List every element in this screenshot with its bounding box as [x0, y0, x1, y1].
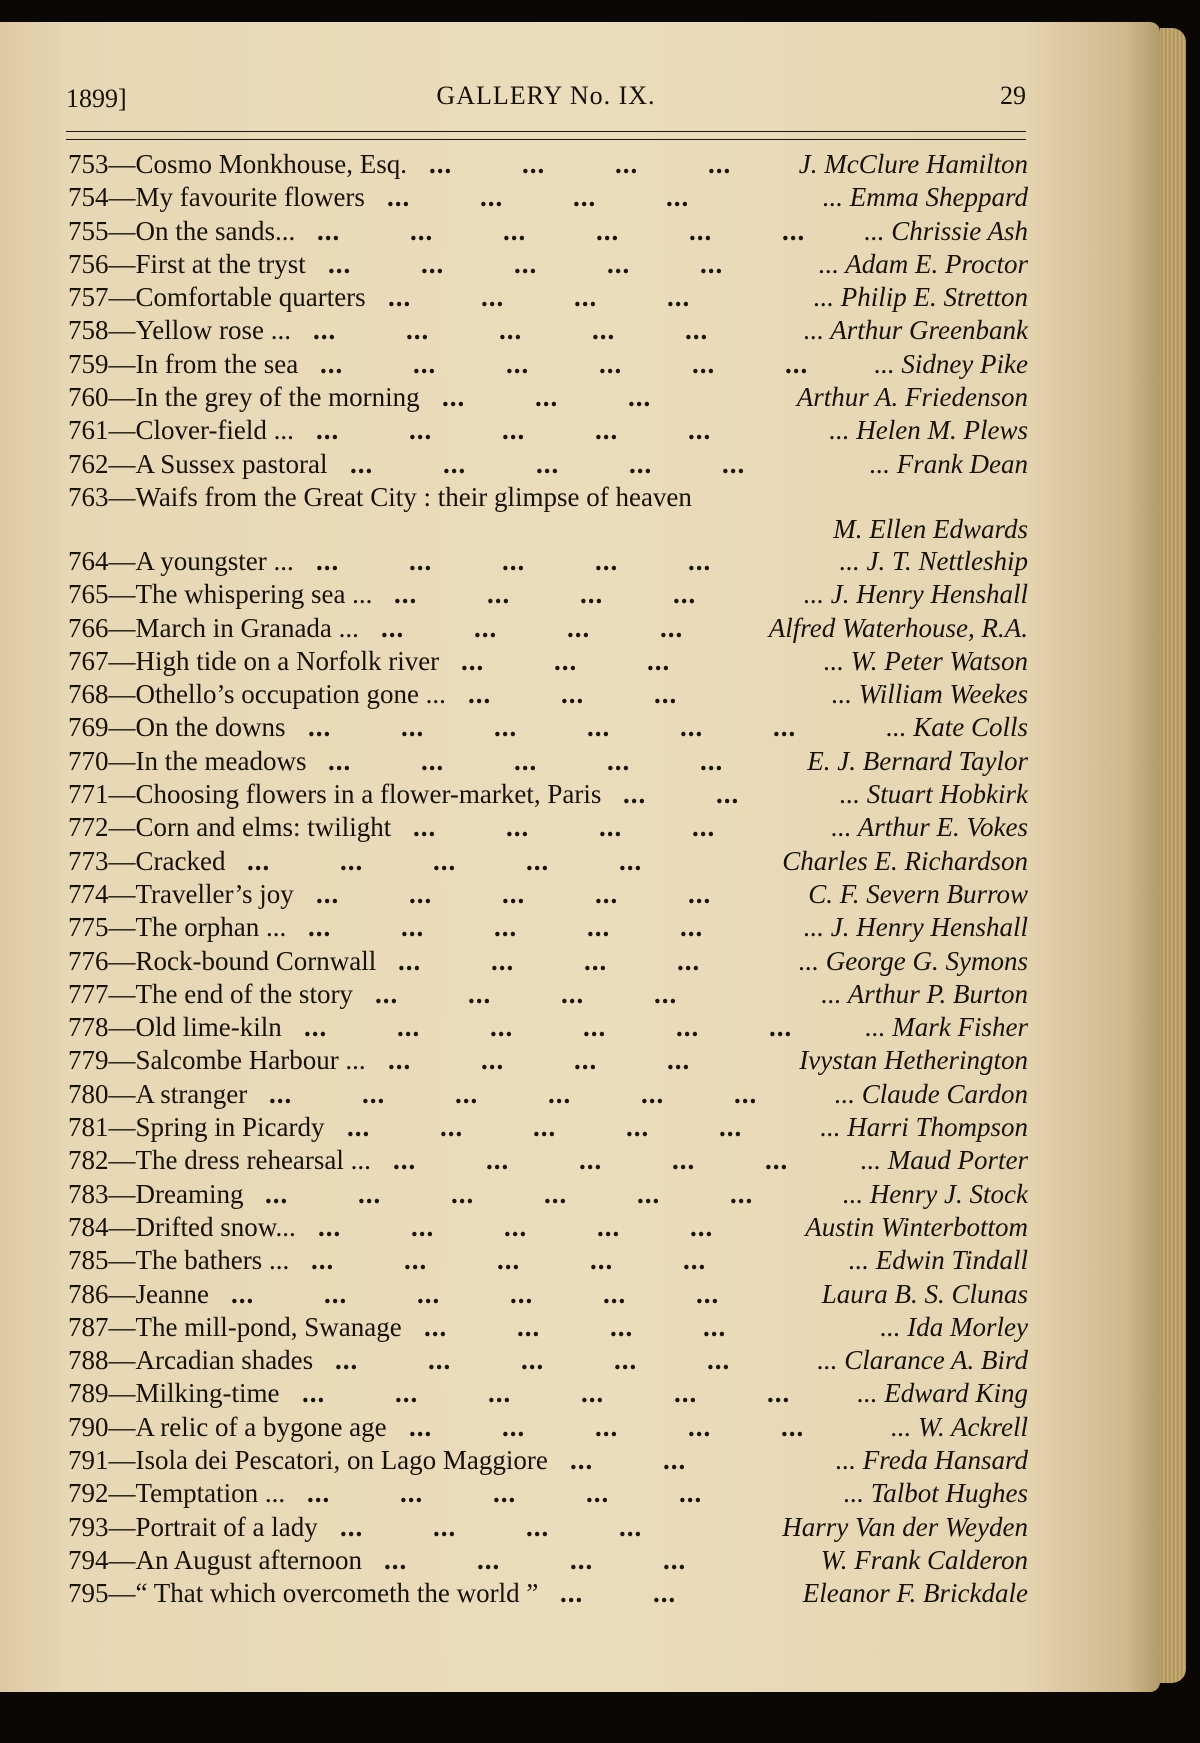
entry-artist: Alfred Waterhouse, R.A.: [768, 612, 1028, 643]
entry-title: 763—Waifs from the Great City : their glimpse of heaven: [68, 481, 692, 512]
catalogue-entry: [68, 1178, 1028, 1211]
catalogue-entry: [68, 481, 1028, 545]
leader-dots: ... ... ... ... ...: [316, 878, 712, 909]
catalogue-entry: [68, 1344, 1028, 1377]
leader-dots: ... ... ... ...: [388, 282, 691, 313]
entry-artist: ... George G. Symons: [798, 945, 1028, 976]
entry-artist: J. McClure Hamilton: [798, 149, 1028, 179]
entry-title: 793—Portrait of a lady: [68, 1511, 318, 1542]
entry-title: 759—In from the sea: [68, 348, 299, 379]
entry-artist: ... Harri Thompson: [820, 1112, 1028, 1143]
entry-title: 772—Corn and elms: twilight: [68, 812, 392, 843]
catalogue-entry: [68, 414, 1028, 447]
catalogue-entry: [68, 381, 1028, 414]
entry-artist: ... Frank Dean: [869, 448, 1028, 479]
entry-title: 764—A youngster ...: [68, 545, 294, 576]
catalogue-list: [68, 148, 1028, 1610]
catalogue-entry: [68, 612, 1028, 645]
entry-title: 776—Rock-bound Cornwall: [68, 945, 377, 976]
entry-artist: ... Edwin Tindall: [848, 1245, 1028, 1276]
catalogue-entry: [68, 314, 1028, 347]
entry-title: 756—First at the tryst: [68, 248, 306, 279]
entry-title: 791—Isola dei Pescatori, on Lago Maggiore: [68, 1444, 548, 1475]
entry-artist: ... William Weekes: [831, 679, 1028, 710]
leader-dots: ... ... ... ... ...: [328, 745, 724, 776]
entry-title: 774—Traveller’s joy: [68, 878, 294, 909]
leader-dots: ... ... ... ... ...: [307, 1478, 703, 1509]
catalogue-entry: [68, 1044, 1028, 1077]
leader-dots: ... ... ... ... ...: [393, 1145, 789, 1176]
entry-title: 785—The bathers ...: [68, 1245, 290, 1276]
leader-dots: ... ... ... ... ...: [311, 1245, 707, 1276]
entry-artist: W. Frank Calderon: [820, 1544, 1028, 1575]
header-rule-top: [66, 131, 1026, 132]
catalogue-entry: [68, 811, 1028, 844]
entry-title: 761—Clover-field ...: [68, 415, 294, 446]
entry-title: 773—Cracked: [68, 845, 226, 876]
leader-dots: ... ...: [560, 1578, 677, 1609]
entry-title: 766—March in Granada ...: [68, 612, 359, 643]
entry-artist: ... Arthur E. Vokes: [831, 812, 1028, 843]
catalogue-entry: [68, 448, 1028, 481]
catalogue-entry: [68, 1244, 1028, 1277]
entry-title: 783—Dreaming: [68, 1178, 244, 1209]
catalogue-entry: [68, 778, 1028, 811]
catalogue-entry: [68, 645, 1028, 678]
leader-dots: ... ... ... ...: [375, 978, 678, 1009]
catalogue-entry: [68, 1311, 1028, 1344]
catalogue-entry: [68, 845, 1028, 878]
catalogue-entry: [68, 1477, 1028, 1510]
entry-artist: ... Kate Colls: [886, 712, 1028, 743]
entry-artist: ... Mark Fisher: [865, 1012, 1028, 1043]
entry-artist: Charles E. Richardson: [782, 845, 1028, 876]
leader-dots: ... ... ... ... ...: [316, 415, 712, 446]
entry-artist: ... Emma Sheppard: [822, 182, 1028, 213]
entry-title: 760—In the grey of the morning: [68, 382, 420, 413]
catalogue-entry: [68, 745, 1028, 778]
leader-dots: ... ... ... ... ...: [308, 912, 704, 943]
leader-dots: ... ... ... ...: [413, 812, 716, 843]
entry-artist: ... J. Henry Henshall: [803, 579, 1028, 610]
leader-dots: ... ... ... ...: [381, 612, 684, 643]
leader-dots: ... ...: [570, 1444, 687, 1475]
catalogue-entry: [68, 878, 1028, 911]
entry-title: 794—An August afternoon: [68, 1544, 362, 1575]
catalogue-entry: [68, 678, 1028, 711]
entry-title: 775—The orphan ...: [68, 912, 287, 943]
entry-title: 782—The dress rehearsal ...: [68, 1145, 371, 1176]
catalogue-entry: [68, 545, 1028, 578]
entry-title: 789—Milking-time: [68, 1378, 280, 1409]
leader-dots: ... ... ... ...: [388, 1045, 691, 1076]
entry-artist: ... Edward King: [857, 1378, 1028, 1409]
entry-title: 769—On the downs: [68, 712, 286, 743]
entry-artist: Arthur A. Friedenson: [796, 382, 1028, 413]
header-page-number: 29: [1000, 81, 1026, 110]
leader-dots: ... ... ... ...: [387, 182, 690, 213]
entry-artist: ... Helen M. Plews: [829, 415, 1028, 446]
running-header: [66, 81, 1026, 124]
entry-artist: ... Stuart Hobkirk: [839, 779, 1028, 810]
leader-dots: ... ... ...: [468, 679, 678, 710]
catalogue-entry: [68, 1144, 1028, 1177]
catalogue-entry: [68, 215, 1028, 248]
entry-artist: ... Chrissie Ash: [864, 215, 1028, 246]
entry-title: 784—Drifted snow...: [68, 1211, 296, 1242]
entry-title: 781—Spring in Picardy: [68, 1112, 325, 1143]
catalogue-entry: [68, 348, 1028, 381]
entry-artist: ... Arthur P. Burton: [821, 978, 1028, 1009]
catalogue-entry: [68, 148, 1028, 181]
catalogue-entry: [68, 181, 1028, 214]
leader-dots: ... ... ... ... ... ...: [265, 1178, 754, 1209]
entry-title: 787—The mill-pond, Swanage: [68, 1311, 402, 1342]
entry-artist: ... Sidney Pike: [874, 348, 1028, 379]
entry-title: 768—Othello’s occupation gone ...: [68, 679, 446, 710]
leader-dots: ... ... ... ... ... ...: [231, 1278, 720, 1309]
leader-dots: ... ... ... ... ...: [347, 1112, 743, 1143]
entry-artist: ... J. Henry Henshall: [803, 912, 1028, 943]
entry-title: 779—Salcombe Harbour ...: [68, 1045, 366, 1076]
entry-artist: ... Clarance A. Bird: [817, 1345, 1028, 1376]
leader-dots: ... ... ... ...: [398, 945, 701, 976]
catalogue-entry: [68, 1278, 1028, 1311]
catalogue-entry: [68, 978, 1028, 1011]
leader-dots: ... ... ... ... ...: [318, 1211, 714, 1242]
catalogue-entry: [68, 1377, 1028, 1410]
leader-dots: ... ... ... ... ...: [328, 248, 724, 279]
catalogue-entry: [68, 1011, 1028, 1044]
entry-artist: Eleanor F. Brickdale: [802, 1578, 1028, 1609]
header-year: 1899]: [66, 84, 127, 113]
entry-title: 765—The whispering sea ...: [68, 579, 373, 610]
entry-title: 771—Choosing flowers in a flower-market, Paris: [68, 779, 602, 810]
catalogue-entry: [68, 1111, 1028, 1144]
catalogue-entry: [68, 248, 1028, 281]
entry-artist: E. J. Bernard Taylor: [807, 745, 1028, 776]
catalogue-entry: [68, 1411, 1028, 1444]
leader-dots: ... ... ... ... ...: [316, 545, 712, 576]
entry-artist: Harry Van der Weyden: [782, 1511, 1028, 1542]
entry-artist: ... J. T. Nettleship: [839, 545, 1028, 576]
entry-artist: ... W. Peter Watson: [823, 645, 1028, 676]
leader-dots: ... ...: [623, 779, 740, 810]
entry-title: 762—A Sussex pastoral: [68, 448, 328, 479]
entry-title: 790—A relic of a bygone age: [68, 1411, 387, 1442]
entry-artist: M. Ellen Edwards: [833, 513, 1028, 544]
catalogue-entry: [68, 1211, 1028, 1244]
catalogue-entry: [68, 911, 1028, 944]
entry-artist: ... Ida Morley: [880, 1311, 1028, 1342]
leader-dots: ... ... ... ... ...: [350, 448, 746, 479]
entry-title: 795—“ That which overcometh the world ”: [68, 1578, 539, 1609]
leader-dots: ... ... ... ... ...: [313, 315, 709, 346]
leader-dots: ... ... ... ...: [424, 1311, 727, 1342]
catalogue-entry: [68, 1577, 1028, 1610]
entry-title: 777—The end of the story: [68, 978, 353, 1009]
entry-artist: Austin Winterbottom: [805, 1211, 1028, 1242]
leader-dots: ... ... ... ... ... ...: [269, 1078, 758, 1109]
leader-dots: ... ... ... ... ... ...: [320, 348, 809, 379]
catalogue-entry: [68, 1078, 1028, 1111]
catalogue-entry: [68, 711, 1028, 744]
leader-dots: ... ... ...: [461, 645, 671, 676]
leader-dots: ... ... ... ... ...: [247, 845, 643, 876]
page-edges: [1160, 28, 1186, 1683]
catalogue-entry: [68, 1444, 1028, 1477]
catalogue-entry: [68, 1544, 1028, 1577]
catalogue-entry: [68, 1511, 1028, 1544]
catalogue-entry: [68, 281, 1028, 314]
leader-dots: ... ... ... ... ... ...: [308, 712, 797, 743]
entry-title: 792—Temptation ...: [68, 1478, 286, 1509]
leader-dots: ... ... ... ...: [394, 579, 697, 610]
leader-dots: ... ... ... ...: [429, 149, 732, 179]
entry-artist: ... W. Ackrell: [891, 1411, 1028, 1442]
entry-artist: C. F. Severn Burrow: [808, 878, 1028, 909]
entry-title: 753—Cosmo Monkhouse, Esq.: [68, 149, 408, 179]
entry-artist: ... Maud Porter: [860, 1145, 1028, 1176]
entry-artist: ... Claude Cardon: [834, 1078, 1028, 1109]
leader-dots: ... ... ... ...: [384, 1544, 687, 1575]
header-rule-bottom: [66, 139, 1026, 140]
entry-title: 754—My favourite flowers: [68, 182, 365, 213]
entry-artist: ... Talbot Hughes: [843, 1478, 1028, 1509]
entry-artist: Laura B. S. Clunas: [821, 1278, 1028, 1309]
entry-artist: Ivystan Hetherington: [799, 1045, 1028, 1076]
leader-dots: ... ... ... ... ...: [409, 1411, 805, 1442]
leader-dots: ... ... ... ... ... ...: [302, 1378, 791, 1409]
leader-dots: ... ... ...: [442, 382, 652, 413]
leader-dots: ... ... ... ... ...: [335, 1345, 731, 1376]
entry-artist: ... Henry J. Stock: [842, 1178, 1028, 1209]
leader-dots: ... ... ... ... ... ...: [317, 215, 806, 246]
entry-title: 778—Old lime-kiln: [68, 1012, 282, 1043]
leader-dots: ... ... ... ... ... ...: [304, 1012, 793, 1043]
entry-title: 767—High tide on a Norfolk river: [68, 645, 440, 676]
leader-dots: ... ... ... ...: [340, 1511, 643, 1542]
entry-title: 758—Yellow rose ...: [68, 315, 292, 346]
entry-title: 780—A stranger: [68, 1078, 248, 1109]
entry-title: 786—Jeanne: [68, 1278, 209, 1309]
catalogue-entry: [68, 578, 1028, 611]
entry-artist: ... Adam E. Proctor: [818, 248, 1028, 279]
entry-title: 788—Arcadian shades: [68, 1345, 314, 1376]
entry-title: 770—In the meadows: [68, 745, 307, 776]
entry-artist: ... Freda Hansard: [835, 1444, 1028, 1475]
entry-artist: ... Philip E. Stretton: [813, 282, 1028, 313]
entry-title: 757—Comfortable quarters: [68, 282, 366, 313]
header-gallery-title: GALLERY No. IX.: [436, 81, 656, 110]
catalogue-entry: [68, 945, 1028, 978]
entry-title: 755—On the sands...: [68, 215, 296, 246]
entry-artist: ... Arthur Greenbank: [803, 315, 1028, 346]
